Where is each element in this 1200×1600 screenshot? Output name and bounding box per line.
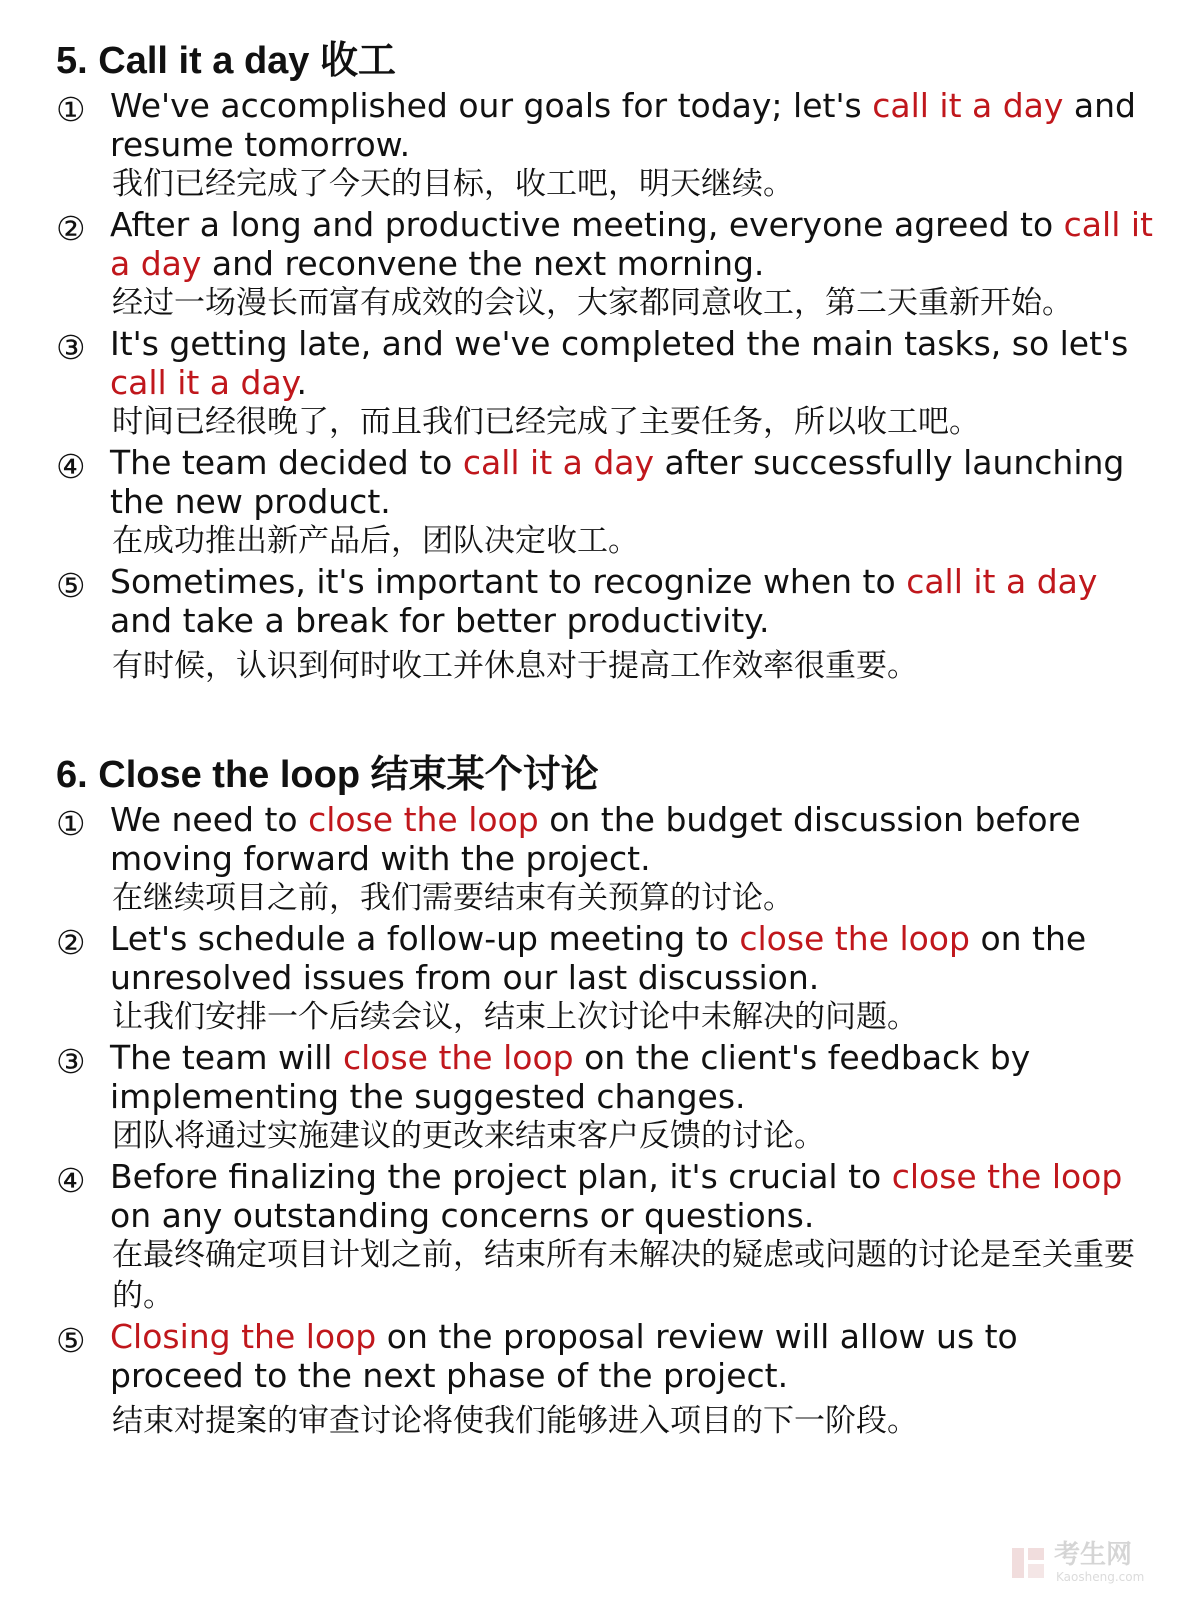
chinese-translation: 时间已经很晚了，而且我们已经完成了主要任务，所以收工吧。 (112, 404, 980, 440)
chinese-translation: 让我们安排一个后续会议，结束上次讨论中未解决的问题。 (112, 999, 918, 1035)
item-number: ① (56, 804, 86, 843)
english-sentence: We've accomplished our goals for today; let's call it a day and resume tomorrow. (110, 86, 1136, 164)
item-number: ③ (56, 1042, 86, 1081)
example-item (56, 205, 1156, 324)
item-number: ⑤ (56, 566, 86, 605)
example-item (56, 324, 1156, 443)
section-title: 5. Call it a day 收工 (56, 40, 396, 82)
english-sentence: After a long and productive meeting, everyone agreed to call it a day and reconvene the next morning. (110, 205, 1153, 283)
highlighted-phrase: call it a day (110, 205, 1153, 283)
example-item (56, 86, 1156, 205)
example-item (56, 919, 1156, 1038)
highlighted-phrase: Closing the loop (110, 1317, 377, 1356)
highlighted-phrase: close the loop (308, 800, 539, 839)
english-sentence: It's getting late, and we've completed the main tasks, so let's call it a day. (110, 324, 1129, 402)
chinese-translation: 在成功推出新产品后，团队决定收工。 (112, 523, 639, 559)
highlighted-phrase: close the loop (342, 1038, 574, 1077)
english-sentence: We need to close the loop on the budget discussion before moving forward with the project. (110, 800, 1081, 878)
chinese-translation: 有时候，认识到何时收工并休息对于提高工作效率很重要。 (112, 648, 918, 684)
highlighted-phrase: close the loop (891, 1157, 1123, 1196)
item-number: ④ (56, 1161, 86, 1200)
item-number: ② (56, 209, 86, 248)
highlighted-phrase: call it a day (906, 562, 1098, 601)
item-number: ① (56, 90, 86, 129)
example-item (56, 800, 1156, 919)
chinese-translation: 结束对提案的审查讨论将使我们能够进入项目的下一阶段。 (112, 1403, 918, 1439)
section-title: 6. Close the loop 结束某个讨论 (56, 754, 599, 796)
logo-text: 考生网 (1054, 1540, 1133, 1570)
section-call-it-a-day (56, 38, 1156, 687)
chinese-translation: 在最终确定项目计划之前，结束所有未解决的疑虑或问题的讨论是至关重要的。 (112, 1237, 1135, 1314)
item-number: ④ (56, 447, 86, 486)
item-number: ⑤ (56, 1321, 86, 1360)
example-item (56, 1317, 1156, 1442)
highlighted-phrase: call it a day (872, 86, 1064, 125)
example-item (56, 562, 1156, 687)
english-sentence: The team will close the loop on the client's feedback by implementing the suggested changes. (110, 1038, 1031, 1116)
item-number: ③ (56, 328, 86, 367)
highlighted-phrase: call it a day (110, 363, 297, 402)
logo-subtext: Kaosheng.com (1056, 1570, 1145, 1584)
chinese-translation: 在继续项目之前，我们需要结束有关预算的讨论。 (112, 880, 794, 916)
english-sentence: Closing the loop on the proposal review will allow us to proceed to the next phase of the project. (110, 1317, 1018, 1395)
example-item (56, 1038, 1156, 1157)
watermark-logo (1010, 1540, 1160, 1586)
highlighted-phrase: close the loop (739, 919, 970, 958)
logo-mark-icon (1010, 1544, 1048, 1582)
english-sentence: Let's schedule a follow-up meeting to close the loop on the unresolved issues from our last discussion. (110, 919, 1087, 997)
chinese-translation: 团队将通过实施建议的更改来结束客户反馈的讨论。 (112, 1118, 825, 1154)
highlighted-phrase: call it a day (462, 443, 655, 482)
chinese-translation: 我们已经完成了今天的目标，收工吧，明天继续。 (112, 166, 794, 202)
english-sentence: Before finalizing the project plan, it's crucial to close the loop on any outstanding concerns or questions. (110, 1157, 1123, 1235)
chinese-translation: 经过一场漫长而富有成效的会议，大家都同意收工，第二天重新开始。 (112, 285, 1073, 321)
example-item (56, 1157, 1156, 1317)
item-number: ② (56, 923, 86, 962)
english-sentence: Sometimes, it's important to recognize when to call it a day and take a break for better productivity. (110, 562, 1098, 640)
example-item (56, 443, 1156, 562)
english-sentence: The team decided to call it a day after successfully launching the new product. (110, 443, 1125, 521)
section-close-the-loop (56, 752, 1156, 1442)
